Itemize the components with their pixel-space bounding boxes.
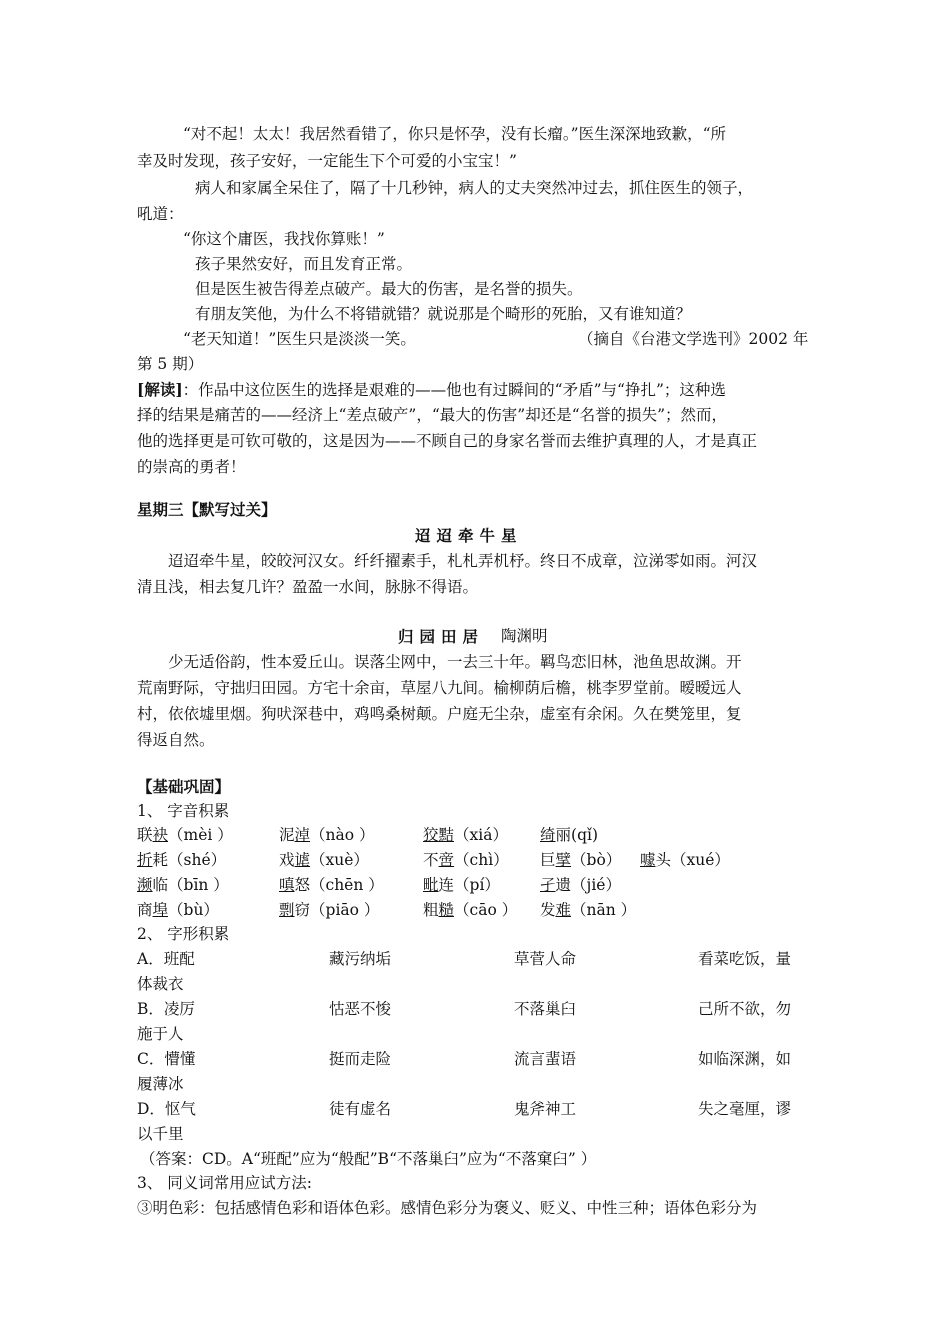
pron-item: 剽窃（piāo ） [279, 901, 380, 919]
pron-item: 不啻（chì） [423, 851, 509, 869]
pron-item: 孑遗（jié） [540, 876, 621, 894]
form-word: 流言蜚语 [514, 1050, 577, 1068]
section-1-title: 1、 字音积累 [137, 802, 230, 820]
story-paragraph-6: 有朋友笑他，为什么不将错就错？就说那是个畸形的死胎，又有谁知道？ [195, 305, 692, 323]
pron-item: 绮丽(qǐ) [540, 826, 598, 844]
form-word: 怙恶不悛 [329, 1000, 392, 1018]
form-word: 挺而走险 [329, 1050, 392, 1068]
answer-note: （答案：CD。A“班配”应为“般配”B“不落巢臼”应为“不落窠臼” ） [140, 1150, 597, 1168]
interpretation-label: [解读] [137, 380, 183, 399]
section-3-line-1: ③明色彩：包括感情色彩和语体色彩。感情色彩分为褒义、贬义、中性三种；语体色彩分为 [137, 1199, 758, 1217]
form-word: 如临深渊，如 [698, 1050, 792, 1068]
basics-heading: 【基础巩固】 [137, 777, 231, 796]
interpretation-line-4: 的崇高的勇者！ [137, 458, 246, 476]
interpretation-line-3: 他的选择更是可钦可敬的，这是因为——不顾自己的身家名誉而去维护真理的人，才是真正 [137, 432, 758, 450]
interpretation-line-2: 择的结果是痛苦的——经济上“差点破产”，“最大的伤害”却还是“名誉的损失”；然而， [137, 406, 728, 424]
pron-item: 粗糙（cāo ） [423, 901, 518, 919]
poem-2-line-2: 荒南野际，守拙归田园。方宅十余亩，草屋八九间。榆柳荫后檐，桃李罗堂前。暧暧远人 [137, 679, 742, 697]
story-paragraph-5: 但是医生被告得差点破产。最大的伤害，是名誉的损失。 [195, 280, 583, 298]
pron-item: 濒临（bīn ） [137, 876, 229, 894]
story-source: （摘自《台港文学选刊》2002 年 [578, 330, 809, 348]
story-paragraph-1: “对不起！太太！我居然看错了，你只是怀孕，没有长瘤。”医生深深地致歉，“所 [183, 125, 727, 143]
poem-2-title: 归园田居 [398, 627, 485, 646]
form-word-cont: 施于人 [137, 1025, 184, 1043]
pron-item: 巨擘（bò） [540, 851, 622, 869]
form-word: 鬼斧神工 [514, 1100, 577, 1118]
form-word: 草菅人命 [514, 950, 577, 968]
interpretation-line-1 [137, 377, 726, 403]
poem-2-line-4: 得返自然。 [137, 731, 215, 749]
pron-item: 噱头（xué） [640, 851, 730, 869]
story-paragraph-1-cont: 幸及时发现，孩子安好，一定能生下个可爱的小宝宝！” [137, 152, 517, 170]
pron-item: 发难（nān ） [540, 901, 637, 919]
story-paragraph-7: “老天知道！”医生只是淡淡一笑。 [183, 330, 416, 348]
section-3-title: 3、 同义词常用应试方法: [137, 1174, 313, 1192]
pron-item: 折耗（shé） [137, 851, 227, 869]
poem-1-title: 迢迢牵牛星 [415, 526, 523, 545]
story-paragraph-4: 孩子果然安好，而且发育正常。 [195, 255, 413, 273]
form-word: 己所不欲，勿 [698, 1000, 792, 1018]
form-option-d: D．怄气 [137, 1100, 196, 1118]
poem-2-author: 陶渊明 [501, 627, 548, 645]
poem-2-line-1: 少无适俗韵，性本爱丘山。误落尘网中，一去三十年。羁鸟恋旧林，池鱼思故渊。开 [168, 653, 742, 671]
pron-item: 戏谑（xuè） [279, 851, 369, 869]
form-word-cont: 体裁衣 [137, 975, 184, 993]
pron-item: 狡黠（xiá） [423, 826, 508, 844]
story-paragraph-2-cont: 吼道： [137, 205, 184, 223]
form-option-c: C．懵懂 [137, 1050, 196, 1068]
pron-item: 毗连（pí） [423, 876, 500, 894]
form-word: 看菜吃饭，量 [698, 950, 792, 968]
form-word: 不落巢臼 [514, 1000, 577, 1018]
interpretation-text-1: ：作品中这位医生的选择是艰难的——他也有过瞬间的“矛盾”与“挣扎”；这种选 [182, 381, 726, 399]
wednesday-heading: 星期三【默写过关】 [137, 500, 277, 519]
pron-item: 联袂（mèi ） [137, 826, 233, 844]
story-paragraph-2: 病人和家属全呆住了，隔了十几秒钟，病人的丈夫突然冲过去，抓住医生的领子， [195, 179, 754, 197]
form-option-a: A．班配 [137, 950, 195, 968]
poem-1-line-2: 清且浅，相去复几许？盈盈一水间，脉脉不得语。 [137, 578, 479, 596]
form-word: 徒有虚名 [329, 1100, 392, 1118]
form-word: 藏污纳垢 [329, 950, 392, 968]
pron-item: 商埠（bù） [137, 901, 219, 919]
story-source-end: 第 5 期） [137, 355, 204, 373]
form-word-cont: 履薄冰 [137, 1075, 184, 1093]
form-word: 失之毫厘，谬 [698, 1100, 792, 1118]
form-option-b: B．凌厉 [137, 1000, 195, 1018]
pron-item: 泥淖（nào ） [279, 826, 375, 844]
story-paragraph-3: “你这个庸医，我找你算账！” [183, 230, 385, 248]
form-word-cont: 以千里 [137, 1125, 184, 1143]
pron-item: 嗔怒（chēn ） [279, 876, 384, 894]
poem-2-line-3: 村，依依墟里烟。狗吠深巷中，鸡鸣桑树颠。户庭无尘杂，虚室有余闲。久在樊笼里，复 [137, 705, 742, 723]
poem-1-line-1: 迢迢牵牛星，皎皎河汉女。纤纤擢素手，札札弄机杼。终日不成章，泣涕零如雨。河汉 [168, 552, 758, 570]
section-2-title: 2、 字形积累 [137, 925, 230, 943]
